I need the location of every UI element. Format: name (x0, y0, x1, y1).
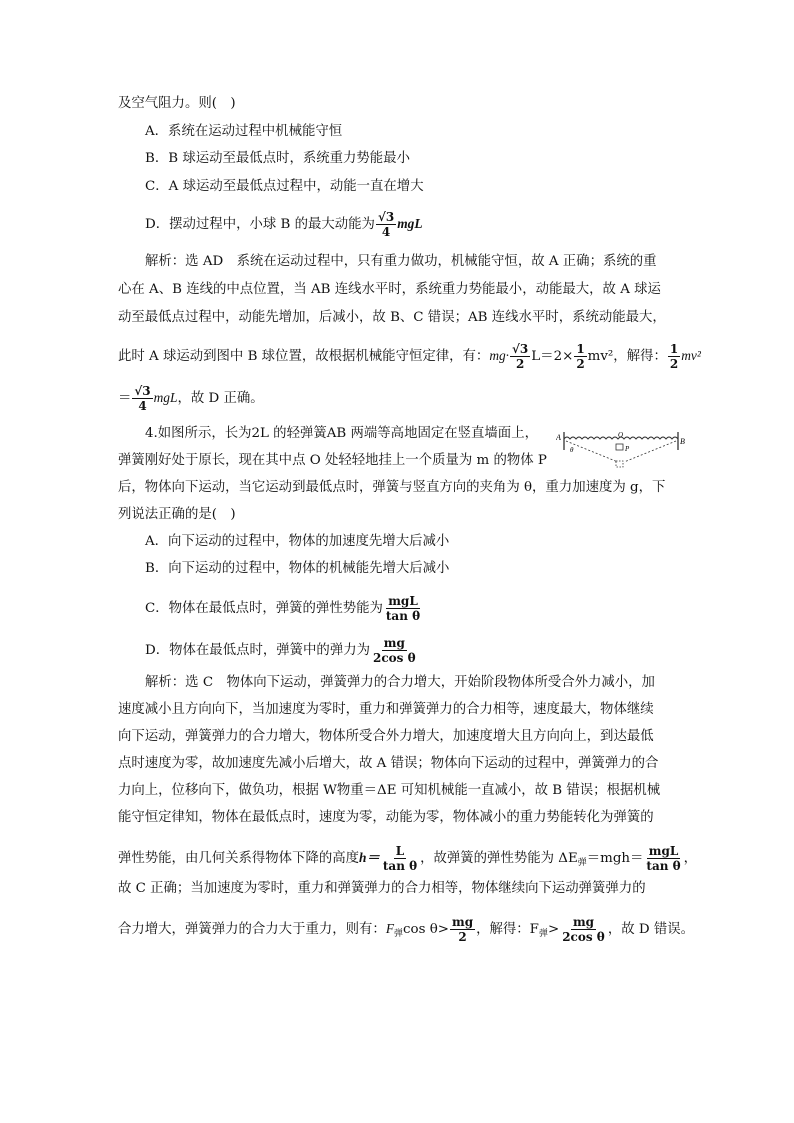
solution-line: 解析：选 AD 系统在运动过程中，只有重力做功，机械能守恒，故 A 正确；系统的重 (145, 254, 657, 269)
math-term: mv² (681, 348, 701, 363)
frac-den: tan θ (385, 609, 421, 623)
subscript: 弹 (577, 858, 587, 868)
fraction (510, 342, 530, 371)
solution-line: 能守恒定律知，物体在最低点时，速度为零，动能为零，物体减小的重力势能转化为弹簧的 (118, 810, 654, 825)
fraction (668, 342, 680, 371)
frac-num: 1 (669, 342, 679, 356)
frac-num: mg (572, 915, 595, 929)
math-term: ＝mgh＝ (586, 851, 644, 866)
question-line: 列说法正确的是( ) (118, 507, 236, 522)
label-theta: θ (570, 446, 574, 454)
spring-figure (556, 428, 686, 470)
frac-num: mgL (648, 844, 679, 858)
question-line: 4.如图所示，长为2L 的轻弹簧AB 两端等高地固定在竖直墙面上， (145, 426, 538, 441)
option-b: B．B 球运动至最低点时，系统重力势能最小 (145, 151, 410, 166)
math-term: ，故弹簧的弹性势能为 ΔE (420, 851, 578, 866)
frac-den: 2 (669, 357, 679, 371)
option-d (145, 636, 419, 665)
frac-num: mgL (388, 594, 418, 608)
fraction (381, 844, 419, 873)
solution-text: ，故 D 正确。 (177, 391, 264, 406)
option-d-text: D．物体在最低点时，弹簧中的弹力为 (145, 643, 370, 658)
option-c-text: C．物体在最低点时，弹簧的弹性势能为 (145, 601, 383, 616)
solution-line: 速度减小且方向向下，当加速度为零时，重力和弹簧弹力的合力相等，速度最大，物体继续 (118, 702, 654, 717)
solution-text: ，故 D 错误。 (607, 922, 695, 937)
label-p: P (625, 445, 630, 453)
frac-den: tan θ (382, 859, 418, 873)
text-line: 及空气阻力。则( ) (118, 96, 236, 111)
solution-line: 点时速度为零，故加速度先减小后增大，故 A 错误；物体向下运动的过程中，弹簧弹力的合 (118, 756, 659, 771)
math-term: mg· (489, 348, 510, 363)
frac-num: √3 (134, 384, 151, 398)
frac-num: L (395, 844, 405, 858)
option-a: A．向下运动的过程中，物体的加速度先增大后减小 (145, 534, 450, 549)
option-b: B．向下运动的过程中，物体的机械能先增大后减小 (145, 561, 450, 576)
math-term: ＝ (118, 391, 132, 406)
frac-den: 2cos θ (373, 651, 416, 665)
solution-line: 故 C 正确；当加速度为零时，重力和弹簧弹力的合力相等，物体继续向下运动弹簧弹力的 (118, 881, 646, 896)
frac-num: 1 (576, 342, 585, 356)
question-line: 后，物体向下运动，当它运动到最低点时，弹簧与竖直方向的夹角为 θ，重力加速度为 g，下 (118, 480, 666, 495)
stretched-spring-left (566, 441, 618, 462)
math-term: h＝ (359, 850, 380, 865)
label-a: A (556, 433, 561, 442)
solution-line: 心在 A、B 连线的中点位置，当 AB 连线水平时，系统重力势能最小，动能最大，故 A 球运 (118, 282, 661, 297)
frac-den: 4 (138, 399, 147, 413)
math-term: mgL (397, 216, 423, 231)
fraction (371, 636, 418, 665)
solution-line (118, 844, 697, 873)
frac-num: √3 (512, 342, 529, 356)
fraction (574, 342, 586, 371)
stretched-spring-right (624, 441, 676, 462)
frac-den: 4 (381, 225, 391, 239)
label-b: B (680, 437, 685, 446)
frac-den: 2 (576, 357, 585, 371)
math-term: cos θ> (403, 922, 449, 937)
subscript: 弹 (538, 929, 548, 939)
solution-line: 解析：选 C 物体向下运动，弹簧弹力的合力增大，开始阶段物体所受合外力减小，加 (145, 675, 655, 690)
fraction (376, 210, 396, 239)
frac-num: mg (383, 636, 405, 650)
question-line: 弹簧刚好处于原长，现在其中点 O 处轻轻地挂上一个质量为 m 的物体 P (118, 453, 547, 468)
fraction (450, 915, 475, 944)
solution-line (118, 915, 694, 944)
object-p (616, 444, 623, 450)
solution-text: 此时 A 球运动到图中 B 球位置，故根据机械能守恒定律，有： (118, 349, 490, 364)
fraction (384, 594, 422, 623)
math-term: mv²，解得： (587, 349, 667, 364)
option-c: C．A 球运动至最低点过程中，动能一直在增大 (145, 179, 424, 194)
frac-den: 2 (515, 357, 525, 371)
option-d (145, 210, 423, 239)
solution-text: 弹性势能，由几何关系得物体下降的高度 (118, 851, 360, 866)
solution-line: 向下运动，弹簧弹力的合力增大，物体所受合外力增大，加速度增大且方向向上，到达最低 (118, 729, 654, 744)
solution-line: 动至最低点过程中，动能先增加，后减小，故 B、C 错误；AB 连线水平时，系统动能最大， (118, 310, 666, 325)
option-d-text: D．摆动过程中，小球 B 的最大动能为 (145, 217, 375, 232)
frac-den: 2 (458, 930, 467, 944)
option-c (145, 594, 423, 623)
math-term: F (385, 921, 394, 936)
frac-num: mg (452, 915, 474, 929)
label-o: O (618, 431, 624, 439)
math-term: > (547, 922, 560, 937)
solution-line (118, 342, 701, 371)
solution-line: 力向上，位移向下，做负功，根据 W物重＝ΔE 可知机械能一直减小，故 B 错误；根据机械 (118, 783, 661, 798)
solution-line (118, 384, 264, 413)
fraction (644, 844, 682, 873)
math-term: mgL (153, 390, 178, 405)
math-term: ， (683, 851, 698, 866)
solution-text: 合力增大，弹簧弹力的合力大于重力，则有： (118, 922, 386, 937)
frac-num: √3 (377, 210, 395, 224)
frac-den: tan θ (646, 859, 681, 873)
option-a: A．系统在运动过程中机械能守恒 (145, 124, 343, 139)
fraction (132, 384, 152, 413)
fraction (560, 915, 607, 944)
object-p-lowest (616, 461, 623, 467)
frac-den: 2cos θ (562, 930, 605, 944)
math-term: L＝2× (531, 349, 574, 364)
subscript: 弹 (394, 929, 404, 939)
math-term: ，解得：F (476, 922, 539, 937)
